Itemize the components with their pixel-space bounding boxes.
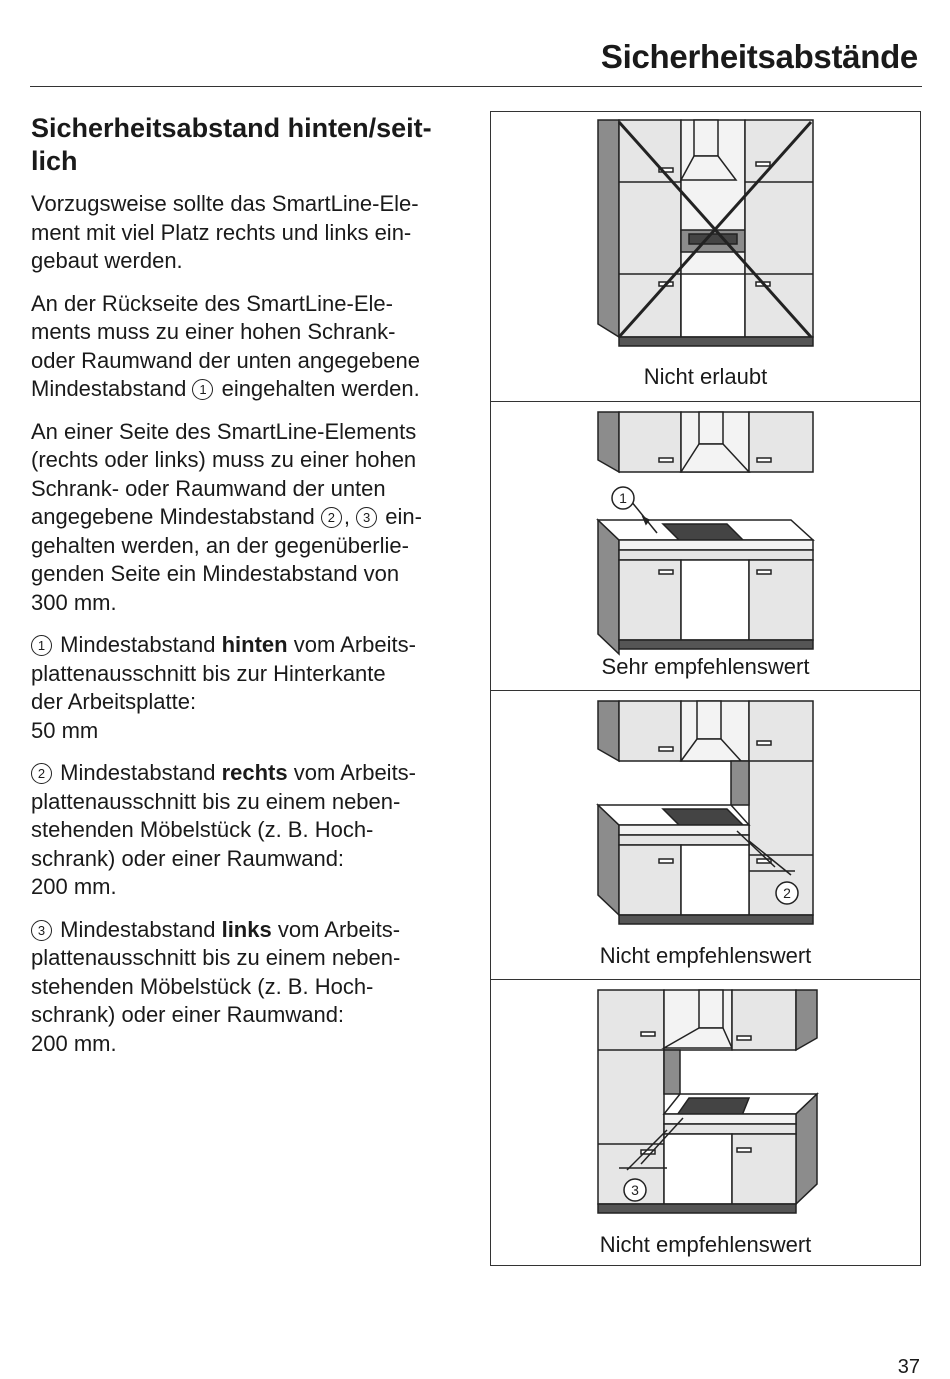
- text-line: schrank) oder einer Raumwand:: [31, 1002, 345, 1027]
- figure-panel-recommended: [491, 401, 920, 690]
- text-line: stehenden Möbelstück (z. B. Hoch-: [31, 973, 374, 999]
- text-line: schrank) oder einer Raumwand:: [31, 845, 345, 871]
- item-label: vom Arbeits-: [277, 916, 401, 942]
- item-marker-circle: 1: [31, 635, 52, 656]
- item-rear: [31, 631, 471, 745]
- text-line: 300 mm.: [31, 589, 117, 615]
- item-label: Mindestabstand: [60, 916, 216, 942]
- text-line: An einer Seite des SmartLine-Elements: [31, 418, 417, 444]
- item-label: Mindestabstand: [60, 760, 216, 785]
- paragraph-side-clearance: [31, 418, 471, 618]
- marker-2-label: 2: [783, 885, 791, 901]
- figure-box: [490, 111, 921, 1266]
- text-line: gebaut werden.: [31, 248, 183, 273]
- text-line: oder Raumwand der unten angegebene: [31, 347, 420, 373]
- text-line: Mindestabstand: [31, 376, 187, 401]
- figure-caption: Nicht empfehlenswert: [599, 1232, 812, 1257]
- item-value: 200 mm.: [31, 874, 117, 899]
- item-left: [31, 916, 471, 1059]
- figure-caption: Sehr empfehlenswert: [601, 654, 810, 679]
- text-line: (rechts oder links) muss zu einer hohen: [31, 447, 417, 472]
- text-line: der Arbeitsplatte:: [31, 689, 197, 714]
- item-label: Mindestabstand: [60, 632, 216, 657]
- text-comma: ,: [343, 504, 351, 529]
- paragraph-rear-clearance: [31, 290, 471, 404]
- header-rule: [30, 86, 922, 87]
- item-marker-circle: 2: [31, 763, 52, 784]
- kitchen-illustration-not-recommended-left: [491, 980, 920, 1269]
- section-heading-line-2: lich: [31, 146, 78, 176]
- text-line: plattenausschnitt bis zur Hinterkante: [31, 660, 386, 686]
- item-bold-term: links: [221, 916, 272, 942]
- item-label: vom Arbeits-: [293, 760, 417, 785]
- figure-panel-not-recommended-right: [491, 690, 920, 979]
- item-value: 50 mm: [31, 717, 99, 743]
- text-line: ein-: [385, 504, 422, 529]
- kitchen-illustration-recommended: [491, 402, 920, 691]
- page-header-title: Sicherheitsabstände: [600, 38, 918, 75]
- item-marker-circle: 3: [31, 920, 52, 941]
- text-line: ment mit viel Platz rechts und links ein-: [31, 219, 412, 245]
- text-line: gehalten werden, an der gegenüberlie-: [31, 532, 409, 558]
- figure-panel-not-recommended-left: [491, 979, 920, 1268]
- item-bold-term: hinten: [221, 632, 288, 657]
- figure-caption: Nicht empfehlenswert: [599, 943, 812, 968]
- text-line: ments muss zu einer hohen Schrank-: [31, 319, 396, 344]
- text-line: stehenden Möbelstück (z. B. Hoch-: [31, 817, 374, 842]
- kitchen-illustration-not-recommended-right: [491, 691, 920, 980]
- text-line: genden Seite ein Mindestabstand von: [31, 561, 400, 586]
- item-label: vom Arbeits-: [293, 632, 416, 657]
- text-line: An der Rückseite des SmartLine-Ele-: [31, 290, 393, 316]
- text-line: plattenausschnitt bis zu einem neben-: [31, 945, 401, 970]
- marker-2-circle: 2: [321, 507, 342, 528]
- text-line: plattenausschnitt bis zu einem neben-: [31, 788, 401, 814]
- item-bold-term: rechts: [221, 760, 288, 785]
- item-value: 200 mm.: [31, 1030, 117, 1056]
- page-number: 37: [897, 1356, 920, 1378]
- text-column: [31, 112, 471, 1072]
- text-line: angegebene Mindestabstand: [31, 504, 315, 529]
- paragraph-intro: [31, 190, 471, 276]
- text-line: Schrank- oder Raumwand der unten: [31, 475, 386, 501]
- kitchen-illustration-not-allowed: [491, 112, 920, 401]
- marker-1-circle: 1: [192, 379, 213, 400]
- text-line: eingehalten werden.: [221, 376, 420, 401]
- section-heading: [31, 112, 471, 178]
- figure-caption: Nicht erlaubt: [643, 364, 768, 389]
- text-line: Vorzugsweise sollte das SmartLine-Ele-: [31, 191, 419, 216]
- item-right: [31, 759, 471, 902]
- marker-1-label: 1: [619, 490, 627, 506]
- section-heading-line-1: Sicherheitsabstand hinten/seit-: [31, 113, 432, 143]
- marker-3-label: 3: [631, 1182, 639, 1198]
- marker-3-circle: 3: [356, 507, 377, 528]
- figure-panel-not-allowed: [491, 112, 920, 401]
